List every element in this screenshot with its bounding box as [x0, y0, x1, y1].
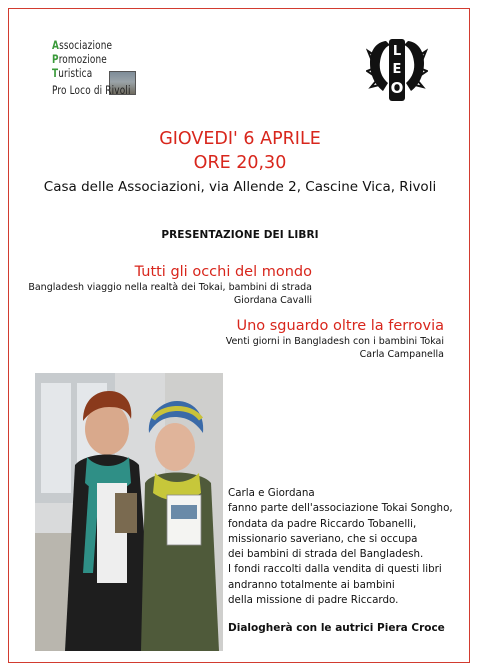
- logo-line: Promozione: [52, 52, 107, 66]
- description-line: della missione di padre Riccardo.: [228, 594, 399, 607]
- description-line: dei bambini di strada del Bangladesh.: [228, 548, 424, 561]
- book-subtitle: Venti giorni in Bangladesh con i bambini Tokai: [225, 336, 444, 347]
- leo-letter: O: [390, 79, 404, 97]
- book-entry: [28, 263, 312, 307]
- description-line: andranno totalmente ai bambini: [228, 578, 395, 591]
- leo-letter: E: [392, 62, 402, 77]
- description-line: fanno parte dell'associazione Tokai Songho,: [228, 502, 453, 515]
- moderator-line: Dialogherà con le autrici Piera Croce: [228, 622, 445, 634]
- event-time: ORE 20,30: [193, 153, 287, 173]
- book-entry: [226, 317, 444, 361]
- book-title: Uno sguardo oltre la ferrovia: [236, 318, 444, 334]
- leo-letter: L: [392, 44, 402, 59]
- pro-loco-logo: [52, 39, 152, 109]
- book-subtitle: Bangladesh viaggio nella realtà dei Tokai, bambini di strada: [28, 282, 312, 293]
- book-author: Giordana Cavalli: [233, 295, 312, 306]
- event-place: Casa delle Associazioni, via Allende 2, Cascine Vica, Rivoli: [43, 179, 437, 195]
- event-date: GIOVEDI' 6 APRILE: [159, 129, 321, 149]
- description-line: fondata da padre Riccardo Tobanelli,: [228, 517, 417, 530]
- description-line: missionario saveriano, che si occupa: [228, 532, 418, 545]
- leo-club-logo: [366, 33, 428, 107]
- description-line: I fondi raccolti dalla vendita di questi libri: [228, 563, 442, 576]
- book-title: Tutti gli occhi del mondo: [134, 264, 312, 280]
- logo-line: Associazione: [52, 38, 113, 52]
- section-heading: PRESENTAZIONE DEI LIBRI: [161, 229, 319, 241]
- description-line: Carla e Giordana: [228, 487, 315, 499]
- authors-photo: [35, 373, 223, 651]
- description-block: [228, 486, 468, 608]
- logo-line: Pro Loco di Rivoli: [52, 83, 131, 97]
- logo-line: Turistica: [52, 66, 93, 80]
- lion-heads-icon: [366, 33, 428, 107]
- book-author: Carla Campanella: [359, 349, 444, 360]
